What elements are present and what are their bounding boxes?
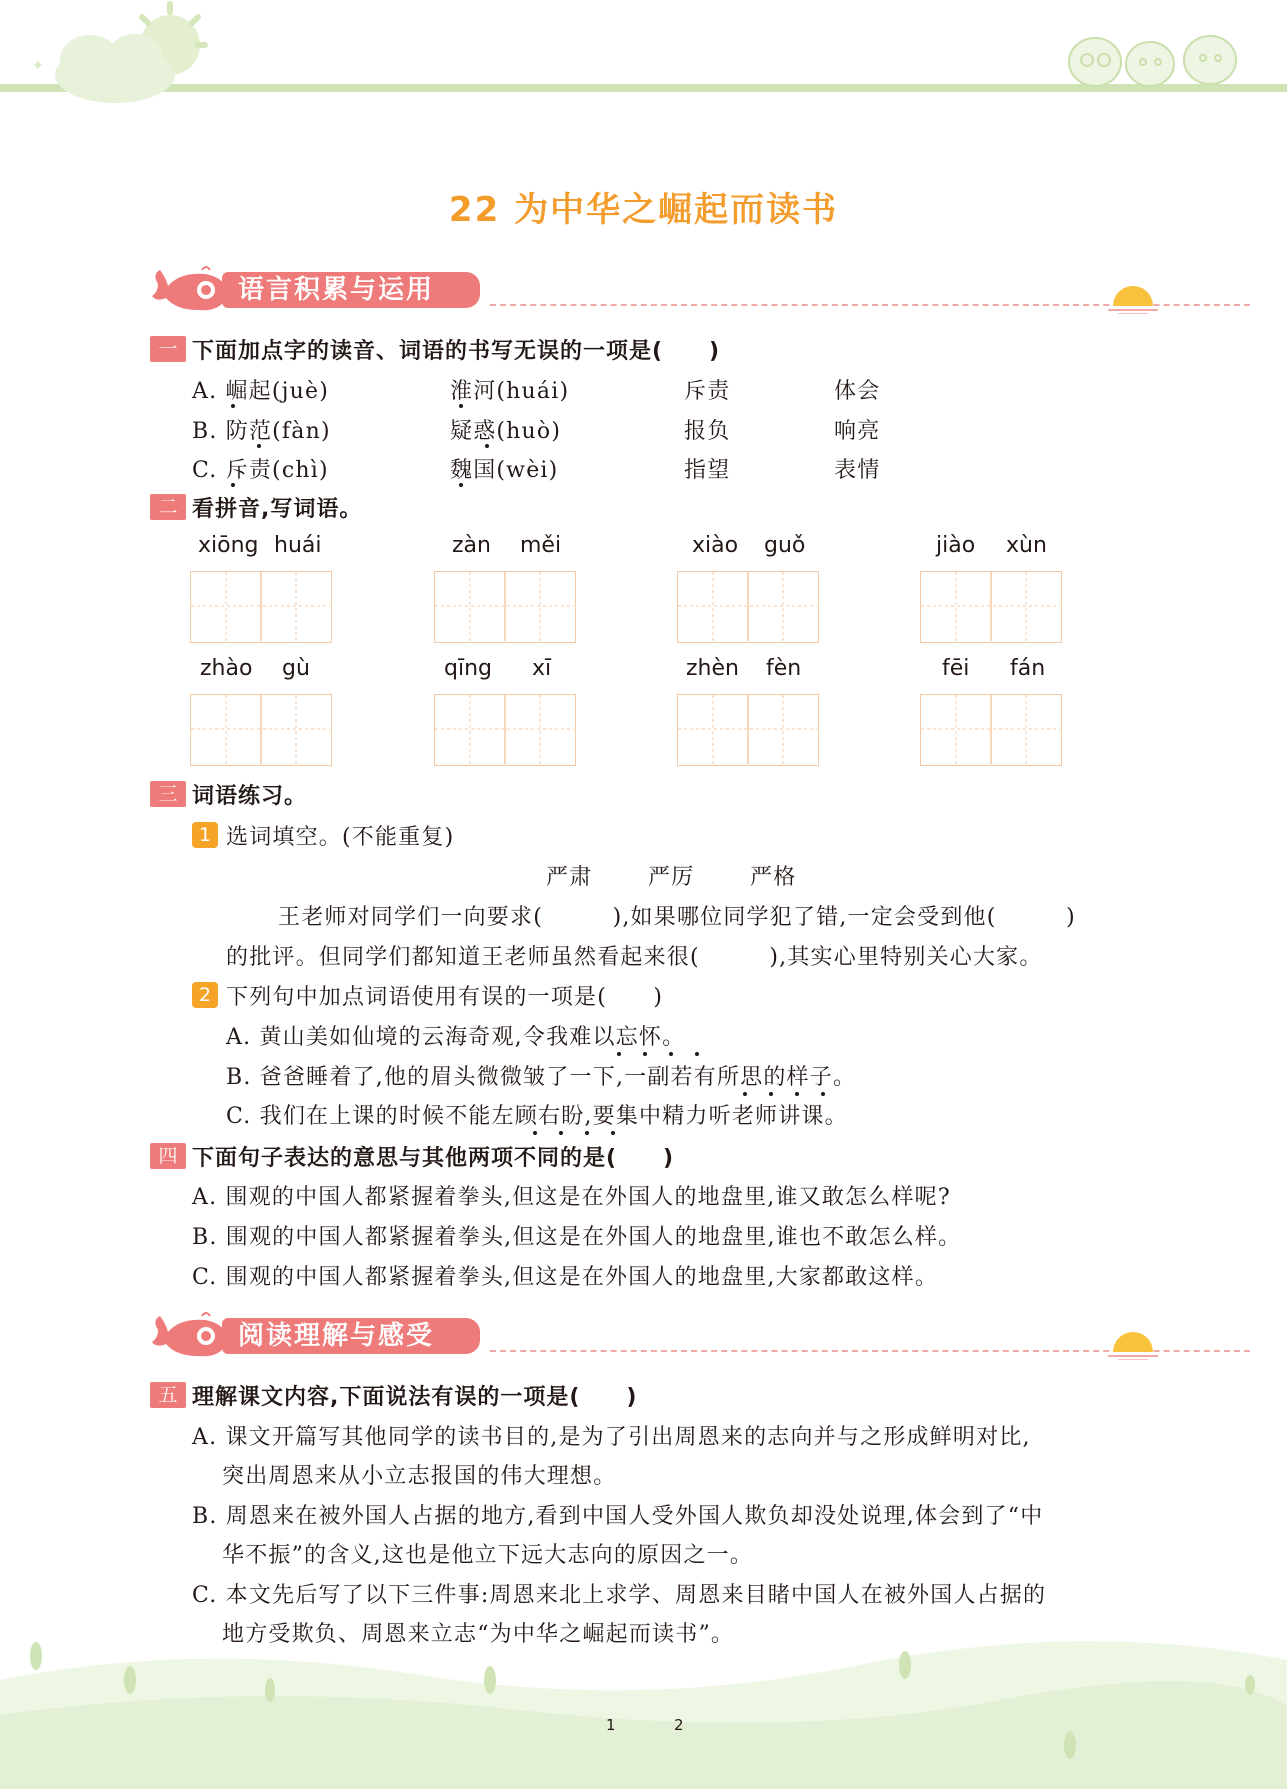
q1-option-a-word3: 斥责 xyxy=(684,379,731,404)
word-choice: 严肃 xyxy=(546,865,593,890)
q1-option-b-word3: 报负 xyxy=(684,419,731,444)
pinyin: měi xyxy=(520,533,562,558)
emphasis-dot xyxy=(611,1131,615,1135)
q1-option-c-word4: 表情 xyxy=(834,458,881,483)
question-1-prompt: 下面加点字的读音、词语的书写无误的一项是( ) xyxy=(192,339,721,364)
emphasis-dot xyxy=(643,1052,647,1056)
pinyin: guǒ xyxy=(764,533,806,558)
question-number-4: 四 xyxy=(150,1143,186,1169)
pinyin: jiào xyxy=(936,533,976,558)
pinyin: fán xyxy=(1010,656,1046,681)
question-number-5: 五 xyxy=(150,1382,186,1408)
fill-in-text-line: 王老师对同学们一向要求( ),如果哪位同学犯了错,一定会受到他( ) xyxy=(278,905,1076,930)
emphasis-dot xyxy=(769,1092,773,1096)
writing-grid[interactable] xyxy=(434,694,576,766)
green-hills-decoration xyxy=(0,1620,1287,1789)
grid-lines xyxy=(191,572,330,641)
page-number-right: 2 xyxy=(674,1716,684,1734)
q4-option-b: B. 围观的中国人都紧握着拳头,但这是在外国人的地盘里,谁也不敢怎么样。 xyxy=(192,1225,962,1250)
sub-question-2-option-b: B. 爸爸睡着了,他的眉头微微皱了一下,一副若有所思的样子。 xyxy=(226,1065,857,1090)
animal-heads-decoration xyxy=(1060,20,1250,90)
grid-lines xyxy=(435,572,574,641)
emphasis-dot xyxy=(585,1131,589,1135)
question-number-2: 二 xyxy=(150,494,186,520)
writing-grid[interactable] xyxy=(434,571,576,643)
whale-icon xyxy=(150,264,230,314)
grid-lines xyxy=(191,695,330,764)
writing-grid[interactable] xyxy=(677,694,819,766)
pinyin: xiōng xyxy=(198,533,259,558)
grid-lines xyxy=(435,695,574,764)
q1-option-b-word2: 疑惑(huò) xyxy=(450,419,562,444)
question-4-prompt: 下面句子表达的意思与其他两项不同的是( ) xyxy=(192,1146,675,1171)
sub-question-2-prompt: 下列句中加点词语使用有误的一项是( ) xyxy=(226,985,664,1010)
q5-option-a-line2: 突出周恩来从小立志报国的伟大理想。 xyxy=(222,1464,617,1489)
pinyin: xiào xyxy=(692,533,739,558)
writing-grid[interactable] xyxy=(190,571,332,643)
pinyin: xī xyxy=(532,656,552,681)
sub-question-number-1: 1 xyxy=(192,822,218,848)
question-2-prompt: 看拼音,写词语。 xyxy=(192,497,363,522)
emphasis-dot xyxy=(231,483,235,487)
question-number-3: 三 xyxy=(150,781,186,807)
q1-option-b-word4: 响亮 xyxy=(834,419,881,444)
grid-lines xyxy=(678,695,817,764)
pinyin: zàn xyxy=(452,533,491,558)
emphasis-dot xyxy=(459,404,463,408)
cloud-sun-decoration xyxy=(20,0,210,115)
q5-option-b-line1: B. 周恩来在被外国人占据的地方,看到中国人受外国人欺负却没处说理,体会到了“中 xyxy=(192,1504,1044,1529)
sub-question-2-option-c: C. 我们在上课的时候不能左顾右盼,要集中精力听老师讲课。 xyxy=(226,1104,848,1129)
emphasis-dot xyxy=(795,1092,799,1096)
pinyin: zhèn xyxy=(686,656,739,681)
section-banner-reading xyxy=(150,1314,1150,1354)
writing-grid[interactable] xyxy=(920,571,1062,643)
emphasis-dot xyxy=(617,1052,621,1056)
question-number-1: 一 xyxy=(150,336,186,362)
q1-option-c-word2: 魏国(wèi) xyxy=(450,458,559,483)
q4-option-a: A. 围观的中国人都紧握着拳头,但这是在外国人的地盘里,谁又敢怎么样呢? xyxy=(192,1185,951,1210)
q4-option-c: C. 围观的中国人都紧握着拳头,但这是在外国人的地盘里,大家都敢这样。 xyxy=(192,1265,939,1290)
q1-option-c-word3: 指望 xyxy=(684,458,731,483)
section-banner-language xyxy=(150,268,1150,308)
grid-lines xyxy=(921,572,1060,641)
emphasis-dot xyxy=(669,1052,673,1056)
question-5-prompt: 理解课文内容,下面说法有误的一项是( ) xyxy=(192,1385,638,1410)
word-choice: 严厉 xyxy=(648,865,695,890)
emphasis-dot xyxy=(559,1131,563,1135)
whale-icon xyxy=(150,1310,230,1360)
emphasis-dot xyxy=(459,483,463,487)
fill-in-text-line: 的批评。但同学们都知道王老师虽然看起来很( ),其实心里特别关心大家。 xyxy=(226,945,1043,970)
pinyin: xùn xyxy=(1006,533,1047,558)
q1-option-b-word1: B. 防范(fàn) xyxy=(192,419,331,444)
grid-lines xyxy=(921,695,1060,764)
pinyin: qīng xyxy=(444,656,492,681)
question-3-prompt: 词语练习。 xyxy=(192,784,308,809)
q5-option-c-line2: 地方受欺负、周恩来立志“为中华之崛起而读书”。 xyxy=(222,1622,735,1647)
section-title: 阅读理解与感受 xyxy=(238,1321,435,1351)
emphasis-dot xyxy=(257,444,261,448)
q1-option-c-word1: C. 斥责(chì) xyxy=(192,458,329,483)
sunset-icon xyxy=(1108,284,1158,314)
sub-question-number-2: 2 xyxy=(192,982,218,1008)
pinyin: fèn xyxy=(766,656,802,681)
emphasis-dot xyxy=(533,1131,537,1135)
q5-option-b-line2: 华不振”的含义,这也是他立下远大志向的原因之一。 xyxy=(222,1543,754,1568)
emphasis-dot xyxy=(743,1092,747,1096)
q5-option-c-line1: C. 本文先后写了以下三件事:周恩来北上求学、周恩来目睹中国人在被外国人占据的 xyxy=(192,1583,1047,1608)
sunset-icon xyxy=(1108,1330,1158,1360)
writing-grid[interactable] xyxy=(677,571,819,643)
pinyin: gù xyxy=(282,656,310,681)
emphasis-dot xyxy=(695,1052,699,1056)
grid-lines xyxy=(678,572,817,641)
emphasis-dot xyxy=(231,404,235,408)
q5-option-a-line1: A. 课文开篇写其他同学的读书目的,是为了引出周恩来的志向并与之形成鲜明对比, xyxy=(192,1425,1031,1450)
sub-question-2-option-a: A. 黄山美如仙境的云海奇观,令我难以忘怀。 xyxy=(226,1025,686,1050)
pinyin: huái xyxy=(274,533,322,558)
word-choice: 严格 xyxy=(750,865,797,890)
q1-option-a-word2: 淮河(huái) xyxy=(450,379,570,404)
emphasis-dot xyxy=(821,1092,825,1096)
q1-option-a-word4: 体会 xyxy=(834,379,881,404)
writing-grid[interactable] xyxy=(190,694,332,766)
svg-text:✦: ✦ xyxy=(32,58,44,74)
page-number-left: 1 xyxy=(606,1716,616,1734)
pinyin: fēi xyxy=(942,656,970,681)
emphasis-dot xyxy=(485,444,489,448)
page-title: 22 为中华之崛起而读书 xyxy=(448,190,839,230)
writing-grid[interactable] xyxy=(920,694,1062,766)
sub-question-1-prompt: 选词填空。(不能重复) xyxy=(226,825,455,850)
pinyin: zhào xyxy=(200,656,253,681)
section-title: 语言积累与运用 xyxy=(238,275,435,305)
q1-option-a-word1: A. 崛起(juè) xyxy=(192,379,330,404)
